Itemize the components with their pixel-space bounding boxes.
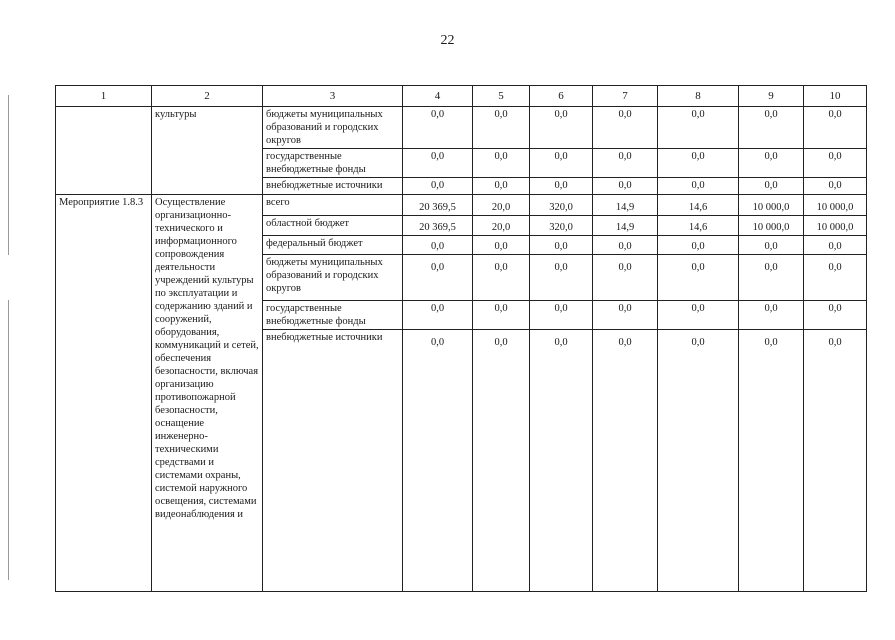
value-cell: 0,0 <box>530 255 593 301</box>
column-header: 5 <box>473 86 530 107</box>
value-cell: 0,0 <box>739 301 804 330</box>
funding-source-cell: бюджеты муниципальных образований и городских округов <box>263 255 403 301</box>
value-cell: 0,0 <box>530 149 593 178</box>
funding-source-cell: всего <box>263 195 403 216</box>
column-header: 9 <box>739 86 804 107</box>
value-cell: 0,0 <box>403 255 473 301</box>
value-cell: 0,0 <box>658 236 739 255</box>
value-cell: 0,0 <box>593 178 658 195</box>
value-cell: 0,0 <box>804 330 867 592</box>
funding-source-cell: областной бюджет <box>263 216 403 236</box>
value-cell: 0,0 <box>473 149 530 178</box>
activity-description-cell: культуры <box>152 107 263 195</box>
funding-source-cell: внебюджетные источники <box>263 330 403 592</box>
column-header: 3 <box>263 86 403 107</box>
value-cell: 0,0 <box>658 301 739 330</box>
value-cell: 20 369,5 <box>403 216 473 236</box>
value-cell: 0,0 <box>739 107 804 149</box>
page-number: 22 <box>440 33 455 48</box>
column-header: 4 <box>403 86 473 107</box>
activity-description-cell: Осуществление организационно-технического и информационного сопровождения деятельности учреждений культуры по эксплуатации и содержанию зданий и сооружений, оборудования, коммуникаций и сетей, обеспечения безопасности, включая организацию противопожарной безопасности, оснащение инженерно-техническими средствами и системами охраны, системой наружного освещения, системами видеонаблюдения и <box>152 195 263 592</box>
value-cell: 0,0 <box>473 330 530 592</box>
value-cell: 0,0 <box>593 149 658 178</box>
value-cell: 20,0 <box>473 216 530 236</box>
table-row <box>56 195 867 216</box>
value-cell: 14,6 <box>658 195 739 216</box>
value-cell: 0,0 <box>403 236 473 255</box>
column-header: 6 <box>530 86 593 107</box>
column-header: 1 <box>56 86 152 107</box>
value-cell: 0,0 <box>473 236 530 255</box>
value-cell: 10 000,0 <box>739 216 804 236</box>
value-cell: 14,9 <box>593 216 658 236</box>
table-row <box>56 107 867 149</box>
value-cell: 0,0 <box>530 178 593 195</box>
value-cell: 0,0 <box>473 178 530 195</box>
column-header: 10 <box>804 86 867 107</box>
value-cell: 0,0 <box>658 255 739 301</box>
value-cell: 0,0 <box>530 301 593 330</box>
value-cell: 14,9 <box>593 195 658 216</box>
activity-id-cell: Мероприятие 1.8.3 <box>56 195 152 592</box>
funding-source-cell: внебюджетные источники <box>263 178 403 195</box>
value-cell: 0,0 <box>403 107 473 149</box>
value-cell: 14,6 <box>658 216 739 236</box>
activity-id-cell <box>56 107 152 195</box>
value-cell: 0,0 <box>403 178 473 195</box>
value-cell: 0,0 <box>804 107 867 149</box>
column-header: 7 <box>593 86 658 107</box>
funding-source-cell: федеральный бюджет <box>263 236 403 255</box>
value-cell: 0,0 <box>593 330 658 592</box>
header-row <box>56 86 867 107</box>
value-cell: 0,0 <box>739 178 804 195</box>
value-cell: 0,0 <box>530 107 593 149</box>
value-cell: 20,0 <box>473 195 530 216</box>
value-cell: 0,0 <box>593 255 658 301</box>
value-cell: 0,0 <box>739 255 804 301</box>
value-cell: 10 000,0 <box>739 195 804 216</box>
value-cell: 0,0 <box>658 330 739 592</box>
value-cell: 0,0 <box>658 178 739 195</box>
value-cell: 0,0 <box>473 107 530 149</box>
value-cell: 0,0 <box>593 236 658 255</box>
column-header: 2 <box>152 86 263 107</box>
value-cell: 10 000,0 <box>804 216 867 236</box>
value-cell: 320,0 <box>530 216 593 236</box>
scan-edge-mark <box>8 95 9 255</box>
value-cell: 0,0 <box>593 301 658 330</box>
value-cell: 10 000,0 <box>804 195 867 216</box>
funding-source-cell: государственные внебюджетные фонды <box>263 149 403 178</box>
value-cell: 0,0 <box>658 107 739 149</box>
value-cell: 0,0 <box>403 149 473 178</box>
value-cell: 0,0 <box>804 149 867 178</box>
value-cell: 0,0 <box>739 330 804 592</box>
budget-table <box>55 85 867 592</box>
value-cell: 20 369,5 <box>403 195 473 216</box>
value-cell: 320,0 <box>530 195 593 216</box>
value-cell: 0,0 <box>739 149 804 178</box>
value-cell: 0,0 <box>473 301 530 330</box>
value-cell: 0,0 <box>593 107 658 149</box>
value-cell: 0,0 <box>473 255 530 301</box>
value-cell: 0,0 <box>804 236 867 255</box>
value-cell: 0,0 <box>403 330 473 592</box>
value-cell: 0,0 <box>530 330 593 592</box>
value-cell: 0,0 <box>658 149 739 178</box>
column-header: 8 <box>658 86 739 107</box>
value-cell: 0,0 <box>804 178 867 195</box>
value-cell: 0,0 <box>530 236 593 255</box>
value-cell: 0,0 <box>739 236 804 255</box>
value-cell: 0,0 <box>403 301 473 330</box>
scan-edge-mark <box>8 300 9 580</box>
funding-source-cell: бюджеты муниципальных образований и городских округов <box>263 107 403 149</box>
value-cell: 0,0 <box>804 255 867 301</box>
funding-source-cell: государственные внебюджетные фонды <box>263 301 403 330</box>
value-cell: 0,0 <box>804 301 867 330</box>
